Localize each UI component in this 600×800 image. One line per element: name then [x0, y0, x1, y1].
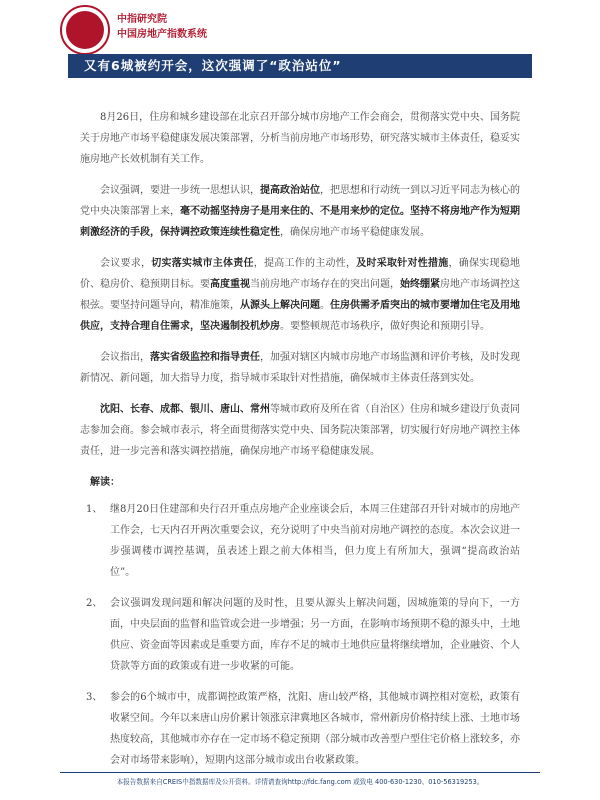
text: ，确保房地产市场平稳健康发展。 [280, 227, 430, 238]
list-item [80, 593, 520, 677]
text: ，加强对辖区内城市房地产市场监测和评价考核，及时发现新情况、新问题，加大指导力度，指导城市采取针对性措施，确保城市主体责任落到实处。 [80, 352, 520, 384]
text: ，提高工作的主动性， [253, 258, 357, 269]
emphasis: 高度重视 [210, 279, 250, 290]
page-title: 又有6城被约开会，这次强调了“政治站位” [84, 58, 342, 73]
text: 会议强调，要进一步统一思想认识， [100, 185, 260, 196]
emphasis: 提高政治站位 [260, 185, 320, 196]
emphasis: 落实省级监控和指导责任 [150, 352, 260, 363]
list-item [80, 499, 520, 583]
text: 会议要求， [100, 258, 152, 269]
item-number: 1、 [86, 504, 103, 515]
institute-logo-icon [60, 5, 110, 55]
emphasis: 切实落实城市主体责任 [151, 258, 254, 269]
paragraph-3 [80, 253, 520, 337]
text: 房地产市场调控这根弦。要坚持问题导向，精准施策， [80, 279, 520, 311]
footer-note: 本报告数据来自CREIS中指数据库及公开资料。详情请查询http://fdc.fang.com 或致电 400-630-1230、010-56319253。 [116, 778, 484, 786]
emphasis: 始终绷紧 [400, 279, 440, 290]
text: 。要整顿规范市场秩序，做好舆论和预期引导。 [280, 321, 490, 332]
org-subtitle: 中国房地产指数系统 [117, 29, 207, 40]
paragraph-4 [80, 347, 520, 389]
footer-divider [60, 772, 540, 773]
text: ，确保实现稳地价、稳房价、稳预期目标。要 [80, 258, 520, 290]
paragraph-5 [80, 399, 520, 462]
item-number: 2、 [86, 598, 103, 609]
report-header [0, 0, 600, 60]
paragraph-1: 8月26日，住房和城乡建设部在北京召开部分城市房地产工作会商会，贯彻落实党中央、国务院关于房地产市场平稳健康发展决策部署，分析当前房地产市场形势，研究落实城市主体责任，稳妥实施房地产长效机制有关工作。 [80, 112, 520, 165]
item-number: 3、 [86, 692, 103, 703]
list-item [80, 687, 520, 771]
emphasis: 及时采取针对性措施 [356, 258, 449, 269]
text: ，把思想和行动统一到以习近平同志为核心的党中央决策部署上来， [80, 185, 520, 217]
emphasis: 住房供需矛盾突出的城市要增加住宅及用地供应，支持合理自住需求，坚决遏制投机炒房 [80, 300, 520, 332]
article-body [80, 107, 520, 781]
item-text: 会议强调发现问题和解决问题的及时性，且要从源头上解决问题，因城施策的导向下，一方面，中央层面的监督和监管或会进一步增强；另一方面，在影响市场预期不稳的源头中，土地供应、资金面等因素或是重要方面，库存不足的城市土地供应量将继续增加，企业融资、个人贷款等方面的政策或有进一步收紧的可能。 [110, 598, 520, 672]
item-text: 继8月20日住建部和央行召开重点房地产企业座谈会后，本周三住建部召开针对城市的房地产工作会，七天内召开两次重要会议，充分说明了中央当前对房地产调控的态度。本次会议进一步强调楼市调控基调，虽表述上跟之前大体相当，但力度上有所加大，强调“提高政治站位”。 [110, 504, 520, 578]
title-bar [68, 54, 532, 78]
emphasis: 毫不动摇坚持房子是用来住的、不是用来炒的定位。坚持不将房地产作为短期刺激经济的手段，保持调控政策连续性稳定性 [80, 206, 520, 238]
paragraph-2 [80, 180, 520, 243]
org-block [117, 12, 207, 42]
emphasis: 从源头上解决问题 [240, 300, 320, 311]
text: 会议指出， [100, 352, 150, 363]
emphasis: 沈阳、长春、成都、银川、唐山、常州 [100, 404, 270, 415]
interpretation-heading: 解读： [90, 477, 120, 488]
text: 当前房地产市场存在的突出问题， [250, 279, 400, 290]
text: 。 [320, 300, 330, 311]
text: 等城市政府及所在省（自治区）住房和城乡建设厅负责同志参加会商。参会城市表示，将全面贯彻落实党中央、国务院决策部署，切实履行好房地产调控主体责任，进一步完善和落实调控措施，确保房地产市场平稳健康发展。 [80, 404, 520, 457]
org-name: 中指研究院 [117, 14, 167, 25]
item-text: 参会的6个城市中，成都调控政策严格，沈阳、唐山较严格，其他城市调控相对宽松，政策有收紧空间。今年以来唐山房价累计领涨京津冀地区各城市，常州新房价格持续上涨、土地市场热度较高，其他城市亦存在一定市场不稳定预期（部分城市改善型户型住宅价格上涨较多，亦会对市场带来影响），短期内这部分城市或出台收紧政策。 [110, 692, 520, 766]
